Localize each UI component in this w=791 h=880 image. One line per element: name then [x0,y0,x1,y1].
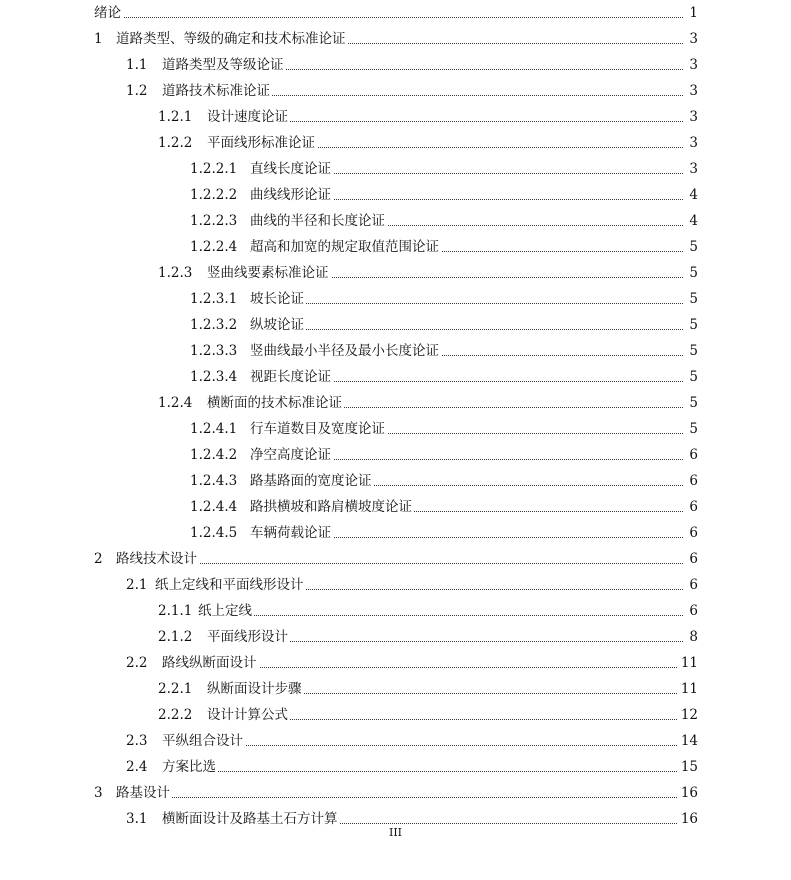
toc-entry[interactable] [0,156,791,182]
toc-entry-number: 1.2.3.3 [190,343,238,359]
toc-entry-title: 绪论 [94,0,123,26]
toc-entry-number: 1.2.4.1 [190,421,238,437]
toc-entry-title: 净空高度论证 [250,442,333,468]
toc-entry[interactable] [0,0,791,26]
toc-leader-dots [254,312,683,338]
toc-entry-page: 6 [686,468,698,494]
toc-entry-number: 1.2.4.2 [190,447,238,463]
toc-entry-page: 5 [686,390,698,416]
toc-entry-page: 3 [686,104,698,130]
toc-entry-title: 直线长度论证 [250,156,333,182]
toc-entry-page: 5 [686,260,698,286]
toc-entry-number: 1.2.4 [158,395,193,411]
toc-entry-page: 6 [686,572,698,598]
toc-entry-page: 5 [686,234,698,260]
toc-entry[interactable] [0,598,791,624]
toc-entry[interactable] [0,494,791,520]
toc-entry[interactable] [0,780,791,806]
toc-entry-number: 1.2.2 [158,135,193,151]
toc-entry-title: 路线纵断面设计 [162,650,259,676]
toc-entry[interactable] [0,364,791,390]
toc-entry-page: 5 [686,338,698,364]
toc-entry[interactable] [0,338,791,364]
toc-entry-number: 1.2.4.4 [190,499,238,515]
toc-entry-number: 2.1.1 [158,603,193,619]
toc-entry-title: 竖曲线最小半径及最小长度论证 [250,338,441,364]
toc-entry-page: 6 [686,442,698,468]
toc-entry-number: 2.4 [126,759,148,775]
toc-entry-number: 2.2.2 [158,707,193,723]
toc-entry[interactable] [0,52,791,78]
toc-entry-page: 5 [686,312,698,338]
toc-entry-page: 3 [686,78,698,104]
toc-entry-number: 2 [94,551,103,567]
toc-entry-page: 15 [678,754,698,780]
toc-entry-page: 3 [686,156,698,182]
toc-entry-page: 5 [686,286,698,312]
toc-entry[interactable] [0,676,791,702]
toc-entry-title: 横断面的技术标准论证 [207,390,344,416]
toc-entry-page: 3 [686,130,698,156]
toc-entry-number: 2.2 [126,655,148,671]
toc-entry-title: 曲线的半径和长度论证 [250,208,387,234]
toc-entry[interactable] [0,286,791,312]
toc-entry[interactable] [0,78,791,104]
toc-entry-page: 1 [686,0,698,26]
toc-entry-number: 1.2.1 [158,109,193,125]
page-number-footer: III [388,826,403,839]
toc-entry-title: 设计计算公式 [207,702,290,728]
toc-entry-title: 道路类型、等级的确定和技术标准论证 [116,26,348,52]
toc-entry-number: 1.2.3 [158,265,193,281]
toc-entry-page: 6 [686,494,698,520]
toc-entry[interactable] [0,754,791,780]
toc-entry[interactable] [0,26,791,52]
toc-entry[interactable] [0,702,791,728]
toc-entry-title: 行车道数目及宽度论证 [250,416,387,442]
toc-entry-title: 纸上定线和平面线形设计 [155,572,306,598]
toc-entry-page: 8 [686,624,698,650]
toc-entry[interactable] [0,312,791,338]
toc-entry-page: 3 [686,52,698,78]
toc-entry[interactable] [0,728,791,754]
toc-entry-page: 12 [678,702,698,728]
toc-entry-number: 1 [94,31,103,47]
toc-entry-number: 2.2.1 [158,681,193,697]
toc-entry[interactable] [0,390,791,416]
toc-entry-number: 1.2.3.2 [190,317,238,333]
toc-entry-page: 16 [678,780,698,806]
toc-entry-number: 1.2.2.1 [190,161,238,177]
toc-entry-title: 横断面设计及路基土石方计算 [162,806,340,832]
toc-entry-number: 1.2.2.4 [190,239,238,255]
toc-entry-number: 1.2.4.3 [190,473,238,489]
toc-entry[interactable] [0,234,791,260]
toc-entry-page: 16 [678,806,698,832]
toc-entry-number: 2.3 [126,733,148,749]
toc-entry[interactable] [0,520,791,546]
toc-entry-number: 1.2.4.5 [190,525,238,541]
toc-entry[interactable] [0,260,791,286]
toc-entry[interactable] [0,182,791,208]
toc-entry[interactable] [0,468,791,494]
toc-entry-title: 路基路面的宽度论证 [250,468,374,494]
toc-entry[interactable] [0,208,791,234]
toc-entry-title: 曲线线形论证 [250,182,333,208]
toc-entry-title: 超高和加宽的规定取值范围论证 [250,234,441,260]
toc-entry-title: 道路技术标准论证 [162,78,272,104]
toc-entry-number: 2.1 [126,577,148,593]
toc-entry-number: 2.1.2 [158,629,193,645]
toc-leader-dots [120,780,683,806]
toc-entry-title: 竖曲线要素标准论证 [207,260,331,286]
toc-leader-dots [254,286,683,312]
toc-entry-title: 路线技术设计 [116,546,199,572]
toc-entry[interactable] [0,416,791,442]
toc-entry[interactable] [0,624,791,650]
toc-leader-dots [120,546,683,572]
toc-entry-number: 1.2.3.4 [190,369,238,385]
toc-entry[interactable] [0,572,791,598]
toc-leader-dots [166,754,683,780]
toc-entry-title: 纵断面设计步骤 [207,676,304,702]
toc-entry-number: 1.2.2.3 [190,213,238,229]
toc-entry[interactable] [0,130,791,156]
toc-entry-page: 11 [678,650,698,676]
toc-leader-dots [98,0,683,26]
toc-leader-dots [202,598,683,624]
toc-entry-page: 4 [686,208,698,234]
toc-entry-page: 5 [686,364,698,390]
toc-entry-page: 6 [686,546,698,572]
toc-entry-title: 方案比选 [162,754,218,780]
toc-entry-title: 纸上定线 [198,598,254,624]
toc-entry-title: 车辆荷载论证 [250,520,333,546]
toc-entry-number: 1.2.3.1 [190,291,238,307]
toc-entry[interactable] [0,442,791,468]
toc-entry-number: 1.2.2.2 [190,187,238,203]
toc-entry[interactable] [0,546,791,572]
toc-entry-number: 1.2 [126,83,148,99]
toc-entry[interactable] [0,650,791,676]
toc-entry-page: 6 [686,598,698,624]
toc-entry-title: 路拱横坡和路肩横坡度论证 [250,494,414,520]
toc-entry-page: 4 [686,182,698,208]
toc-entry-number: 1.1 [126,57,148,73]
toc-entry-number: 3.1 [126,811,148,827]
toc-entry-number: 3 [94,785,103,801]
toc-entry-title: 道路类型及等级论证 [162,52,286,78]
toc-entry-title: 路基设计 [116,780,172,806]
toc-entry-page: 11 [678,676,698,702]
toc-entry-title: 纵坡论证 [250,312,306,338]
toc-entry-title: 设计速度论证 [207,104,290,130]
toc-entry-page: 3 [686,26,698,52]
toc-entry-page: 5 [686,416,698,442]
toc-entry-title: 坡长论证 [250,286,306,312]
toc-entry-title: 视距长度论证 [250,364,333,390]
toc-entry-title: 平面线形标准论证 [207,130,317,156]
toc-entry-title: 平面线形设计 [207,624,290,650]
toc-entry-page: 14 [678,728,698,754]
toc-entry-page: 6 [686,520,698,546]
toc-entry[interactable] [0,104,791,130]
toc-entry-title: 平纵组合设计 [162,728,245,754]
